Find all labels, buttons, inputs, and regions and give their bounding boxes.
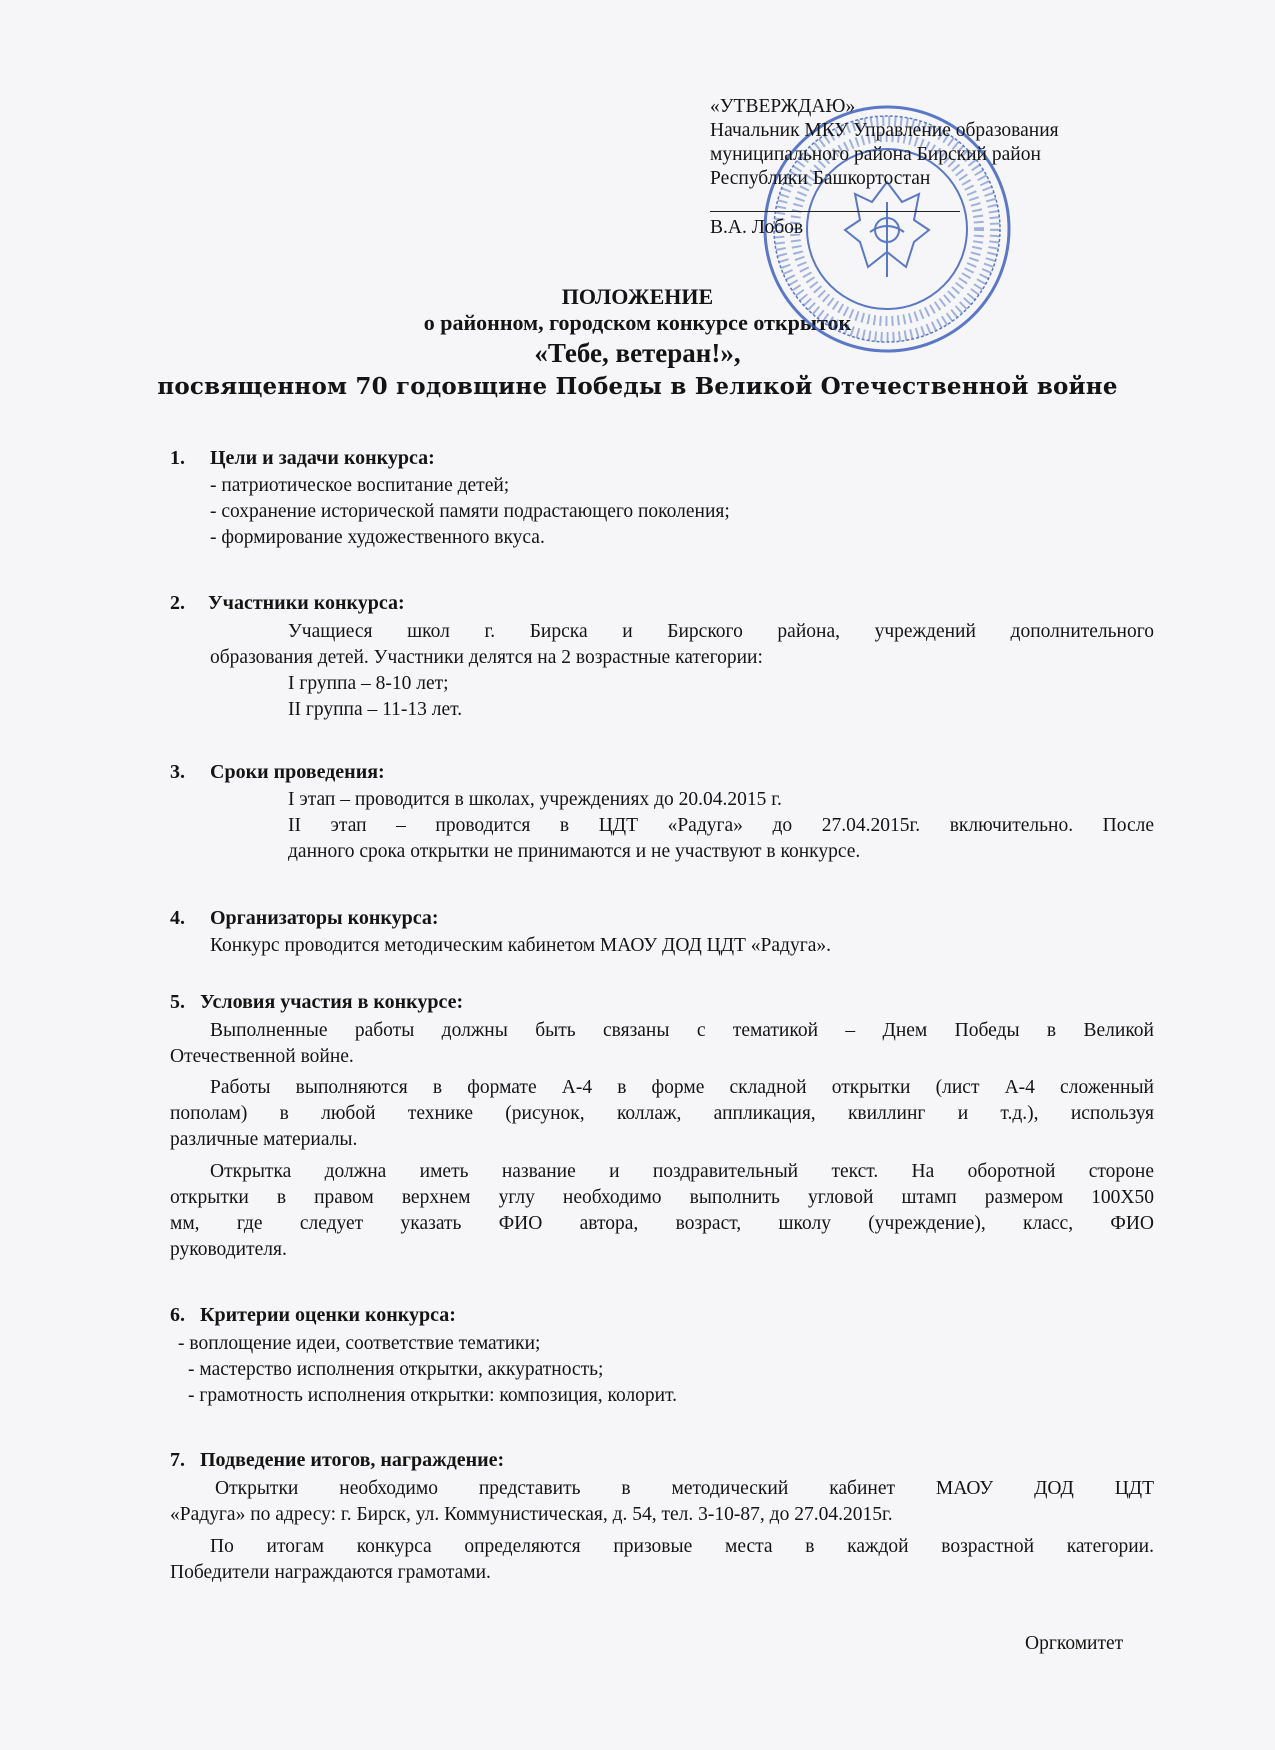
section-heading: Цели и задачи конкурса: (210, 447, 435, 469)
footer-signature: Оргкомитет (1025, 1633, 1124, 1654)
paragraph-line: образования детей. Участники делятся на 2 возрастные категории: (210, 647, 763, 668)
section-number: 3. (170, 761, 185, 783)
list-item: - грамотность исполнения открытки: композиция, колорит. (188, 1385, 678, 1406)
paragraph-line: По итогам конкурса определяются призовые места в каждой возрастной категории. (210, 1536, 1154, 1557)
section-heading: Критерии оценки конкурса: (200, 1304, 456, 1326)
paragraph-line: мм, где следует указать ФИО автора, возраст, школу (учреждение), класс, ФИО (170, 1213, 1154, 1234)
paragraph-line: I этап – проводится в школах, учреждениях до 20.04.2015 г. (288, 789, 782, 810)
section-number: 6. (170, 1304, 185, 1326)
paragraph-line: II этап – проводится в ЦДТ «Радуга» до 27.04.2015г. включительно. После (288, 815, 1154, 836)
paragraph-line: открытки в правом верхнем углу необходимо выполнить угловой штамп размером 100Х50 (170, 1187, 1154, 1208)
contest-name: «Тебе, ветеран!», (534, 338, 741, 368)
paragraph-line: Отечественной войне. (170, 1046, 354, 1067)
section-heading: Участники конкурса: (208, 592, 405, 614)
paragraph-line: данного срока открытки не принимаются и не участвуют в конкурсе. (288, 841, 861, 862)
contest-dedication: посвященном 70 годовщине Победы в Великой Отечественной войне (157, 373, 1118, 400)
paragraph-line: Победители награждаются грамотами. (170, 1562, 491, 1583)
document-subtitle: о районном, городском конкурсе открыток (423, 310, 852, 335)
paragraph-line: Выполненные работы должны быть связаны с тематикой – Днем Победы в Великой (210, 1020, 1154, 1041)
paragraph-line: Открытки необходимо представить в методический кабинет МАОУ ДОД ЦДТ (215, 1478, 1154, 1499)
section-number: 7. (170, 1449, 185, 1471)
list-item: - мастерство исполнения открытки, аккуратность; (188, 1359, 604, 1380)
document-title: ПОЛОЖЕНИЕ (561, 284, 714, 309)
signature-line (710, 191, 960, 212)
section-number: 2. (170, 592, 185, 614)
approval-position-line-2: муниципального района Бирский район (710, 144, 1041, 165)
section-number: 4. (170, 907, 185, 929)
approval-label: «УТВЕРЖДАЮ» (710, 96, 856, 117)
paragraph-line: Конкурс проводится методическим кабинетом МАОУ ДОД ЦДТ «Радуга». (210, 935, 832, 956)
approval-position-line-3: Республики Башкортостан (710, 168, 931, 189)
section-heading: Условия участия в конкурсе: (200, 991, 464, 1013)
section-number: 1. (170, 447, 185, 469)
paragraph-line: пополам) в любой технике (рисунок, коллаж, аппликация, квиллинг и т.д.), используя (170, 1103, 1154, 1124)
paragraph-line: Работы выполняются в формате А-4 в форме складной открытки (лист А-4 сложенный (210, 1077, 1154, 1098)
paragraph-line: Открытка должна иметь название и поздравительный текст. На оборотной стороне (210, 1161, 1154, 1182)
list-item: - формирование художественного вкуса. (210, 527, 545, 548)
age-group: I группа – 8-10 лет; (288, 673, 449, 694)
approval-block (710, 95, 1130, 240)
paragraph-line: Учащиеся школ г. Бирска и Бирского района, учреждений дополнительного (288, 621, 1154, 642)
list-item: - воплощение идеи, соответствие тематики; (178, 1333, 541, 1354)
list-item: - сохранение исторической памяти подрастающего поколения; (210, 501, 730, 522)
age-group: II группа – 11-13 лет. (288, 699, 463, 720)
approval-position-line-1: Начальник МКУ Управление образования (710, 120, 1059, 141)
section-heading: Организаторы конкурса: (210, 907, 439, 929)
section-heading: Подведение итогов, награждение: (200, 1449, 505, 1471)
paragraph-line: различные материалы. (170, 1129, 358, 1150)
list-item: - патриотическое воспитание детей; (210, 475, 510, 496)
paragraph-line: руководителя. (170, 1239, 287, 1260)
paragraph-line: «Радуга» по адресу: г. Бирск, ул. Коммунистическая, д. 54, тел. 3-10-87, до 27.04.2015г. (170, 1504, 893, 1525)
section-number: 5. (170, 991, 185, 1013)
approval-signer: В.А. Лобов (710, 217, 804, 238)
section-heading: Сроки проведения: (210, 761, 385, 783)
